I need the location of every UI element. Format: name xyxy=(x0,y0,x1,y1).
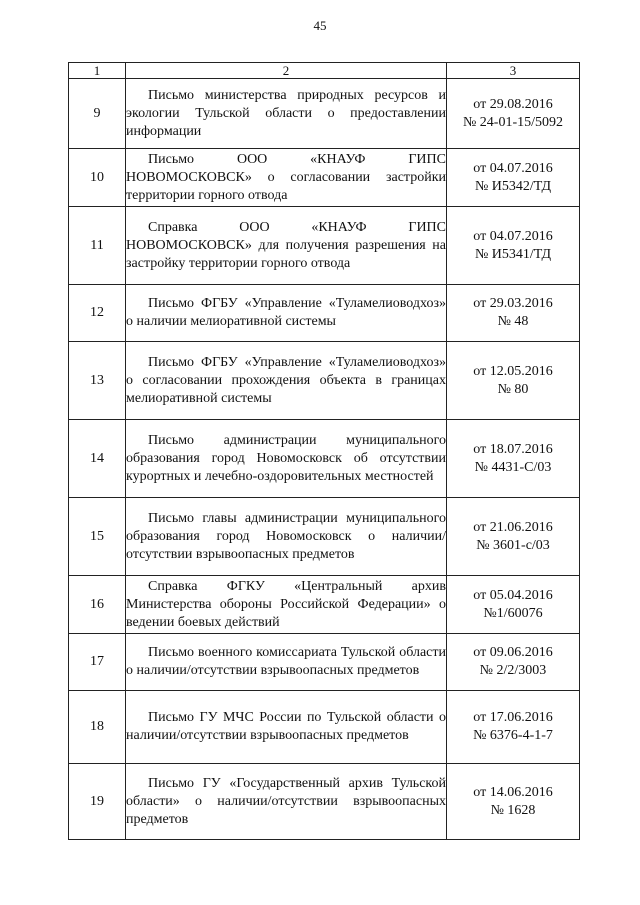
row-date: от 14.06.2016 xyxy=(473,784,553,800)
row-reference xyxy=(447,342,580,420)
row-reference xyxy=(447,207,580,285)
row-reference xyxy=(447,285,580,342)
row-doc-number: № 48 xyxy=(497,314,529,329)
table-header-row xyxy=(69,63,580,79)
row-doc-number: № И5342/ТД xyxy=(474,178,552,194)
row-number: 10 xyxy=(69,149,126,207)
row-doc-number: № 2/2/3003 xyxy=(479,663,547,678)
row-doc-number: № И5341/ТД xyxy=(474,246,552,262)
table-row xyxy=(69,285,580,342)
row-date: от 21.06.2016 xyxy=(473,519,553,535)
table-row xyxy=(69,149,580,207)
table-row xyxy=(69,342,580,420)
table-row xyxy=(69,576,580,634)
table-row xyxy=(69,691,580,764)
row-number: 13 xyxy=(69,342,126,420)
table-row xyxy=(69,207,580,285)
table-row xyxy=(69,420,580,498)
row-number: 18 xyxy=(69,691,126,764)
row-description: Письмо ФГБУ «Управление «Туламелиоводхоз» о наличии мелиоративной системы xyxy=(126,285,447,342)
row-doc-number: № 80 xyxy=(497,381,529,397)
table-row xyxy=(69,764,580,840)
row-date: от 09.06.2016 xyxy=(473,645,553,660)
row-date: от 04.07.2016 xyxy=(473,160,553,176)
row-description: Письмо администрации муниципального образования город Новомосковск об отсутствии курортных и лечебно-оздоровительных местностей xyxy=(126,420,447,498)
row-date: от 17.06.2016 xyxy=(473,710,553,725)
row-number: 11 xyxy=(69,207,126,285)
row-description: Письмо ФГБУ «Управление «Туламелиоводхоз» о согласовании прохождения объекта в границах мелиоративной системы xyxy=(126,342,447,420)
row-description: Справка ФГКУ «Центральный архив Министерства обороны Российской Федерации» о ведении боевых действий xyxy=(126,576,447,634)
table-row xyxy=(69,634,580,691)
table-row xyxy=(69,79,580,149)
row-date: от 29.08.2016 xyxy=(473,96,553,112)
page-number: 45 xyxy=(313,18,327,33)
row-date: от 29.03.2016 xyxy=(473,296,553,311)
row-number: 17 xyxy=(69,634,126,691)
row-number: 16 xyxy=(69,576,126,634)
row-doc-number: №1/60076 xyxy=(483,605,543,621)
row-reference xyxy=(447,79,580,149)
row-number: 12 xyxy=(69,285,126,342)
row-description: Справка ООО «КНАУФ ГИПС НОВОМОСКОВСК» для получения разрешения на застройку территории горного отвода xyxy=(126,207,447,285)
row-number: 15 xyxy=(69,498,126,576)
row-doc-number: № 6376-4-1-7 xyxy=(473,728,553,743)
row-reference xyxy=(447,498,580,576)
row-description: Письмо главы администрации муниципального образования город Новомосковск о наличии/отсутствии взрывоопасных предметов xyxy=(126,498,447,576)
row-reference xyxy=(447,149,580,207)
column-header: 2 xyxy=(126,63,447,79)
row-doc-number: № 24-01-15/5092 xyxy=(462,114,564,130)
row-doc-number: № 3601-с/03 xyxy=(476,537,550,553)
row-reference xyxy=(447,420,580,498)
row-reference xyxy=(447,764,580,840)
column-header: 3 xyxy=(447,63,580,79)
row-description: Письмо военного комиссариата Тульской области о наличии/отсутствии взрывоопасных предметов xyxy=(126,634,447,691)
row-number: 9 xyxy=(69,79,126,149)
column-header: 1 xyxy=(69,63,126,79)
row-date: от 18.07.2016 xyxy=(473,441,553,457)
row-description: Письмо министерства природных ресурсов и экологии Тульской области о предоставлении информации xyxy=(126,79,447,149)
row-reference xyxy=(447,576,580,634)
row-date: от 05.04.2016 xyxy=(473,587,553,603)
row-reference xyxy=(447,691,580,764)
row-reference xyxy=(447,634,580,691)
row-number: 14 xyxy=(69,420,126,498)
row-description: Письмо ГУ МЧС России по Тульской области о наличии/отсутствии взрывоопасных предметов xyxy=(126,691,447,764)
documents-table xyxy=(68,62,580,840)
row-doc-number: № 1628 xyxy=(490,802,536,818)
row-date: от 04.07.2016 xyxy=(473,228,553,244)
row-description: Письмо ГУ «Государственный архив Тульской области» о наличии/отсутствии взрывоопасных предметов xyxy=(126,764,447,840)
row-doc-number: № 4431-С/03 xyxy=(474,459,552,475)
row-description: Письмо ООО «КНАУФ ГИПС НОВОМОСКОВСК» о согласовании застройки территории горного отвода xyxy=(126,149,447,207)
row-number: 19 xyxy=(69,764,126,840)
table-row xyxy=(69,498,580,576)
row-date: от 12.05.2016 xyxy=(473,363,553,379)
